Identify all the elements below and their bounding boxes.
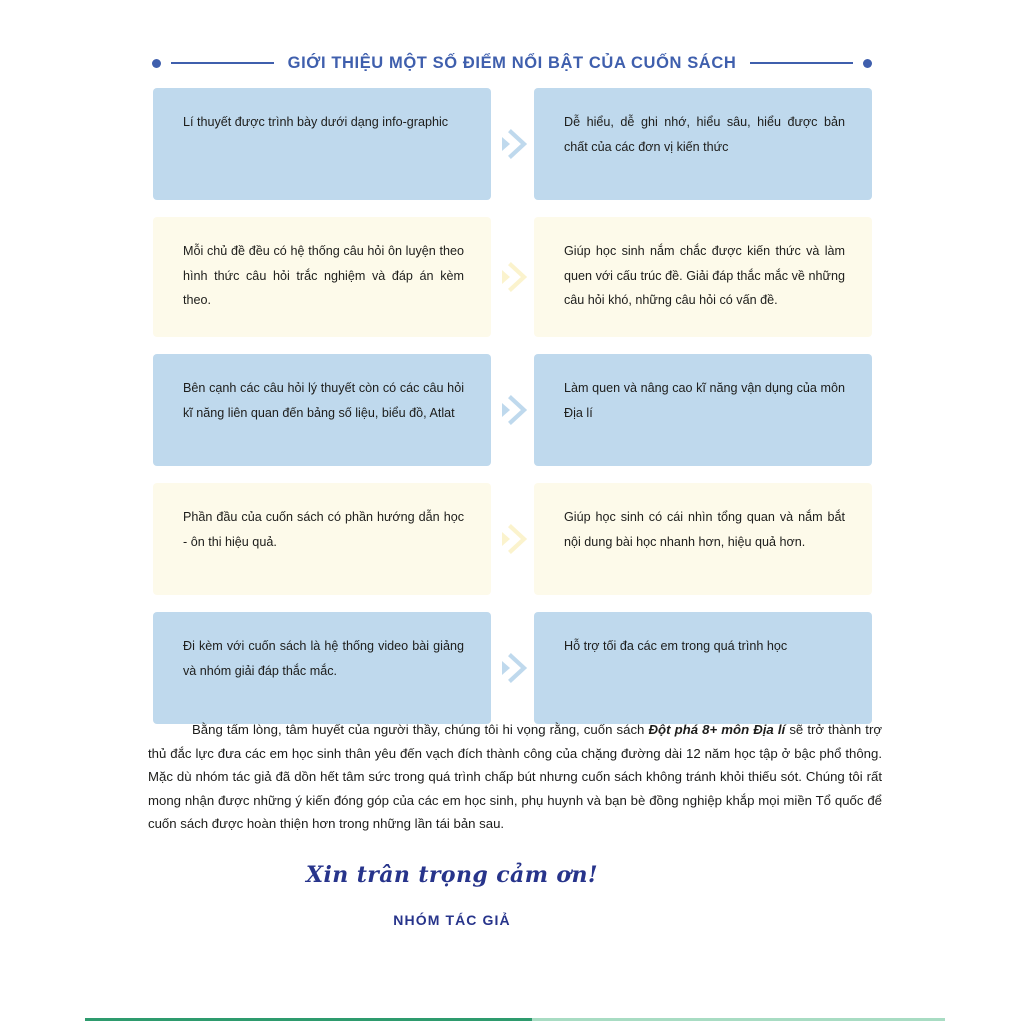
feature-left-box (153, 354, 491, 466)
page-title-banner (152, 47, 872, 79)
row-arrow-slot (491, 88, 534, 200)
feature-row (153, 354, 872, 466)
feature-left-box (153, 612, 491, 724)
double-chevron-right-icon (498, 521, 528, 557)
feature-right-text: Hỗ trợ tối đa các em trong quá trình học (564, 639, 788, 653)
feature-left-box (153, 483, 491, 595)
feature-right-text: Làm quen và nâng cao kĩ năng vận dụng của môn Địa lí (564, 381, 845, 420)
feature-row (153, 217, 872, 337)
feature-left-box (153, 217, 491, 337)
closing-text-part2: sẽ trở thành trợ thủ đắc lực đưa các em học sinh thân yêu đến vạch đích thành công của chặng đường dài 12 năm học tập ở bậc phổ thông. Mặc dù nhóm tác giả đã dồn hết tâm sức trong quá trình chấp bút nhưng cuốn sách không tránh khỏi thiếu sót. Chúng tôi rất mong nhận được những ý kiến đóng góp của các em học sinh, phụ huynh và bạn bè đồng nghiệp khắp mọi miền Tổ quốc để cuốn sách được hoàn thiện hơn trong những lần tái bản sau. (148, 722, 882, 831)
title-dot-right-icon (863, 59, 872, 68)
bottom-green-rule (85, 1018, 945, 1021)
feature-right-box (534, 612, 872, 724)
feature-right-box (534, 217, 872, 337)
bottom-rule-dark-segment (85, 1018, 532, 1021)
page-title: GIỚI THIỆU MỘT SỐ ĐIỂM NỔI BẬT CỦA CUỐN SÁCH (287, 53, 737, 72)
title-rule-left (171, 62, 274, 64)
title-rule-right (750, 62, 853, 64)
feature-left-text: Bên cạnh các câu hỏi lý thuyết còn có các câu hỏi kĩ năng liên quan đến bảng số liệu, biểu đồ, Atlat (183, 381, 464, 420)
double-chevron-right-icon (498, 392, 528, 428)
row-arrow-slot (491, 217, 534, 337)
feature-right-text: Giúp học sinh có cái nhìn tổng quan và nắm bắt nội dung bài học nhanh hơn, hiệu quả hơn. (564, 510, 845, 549)
thank-you-script: Xin trân trọng cảm ơn! (306, 862, 598, 888)
feature-row (153, 612, 872, 724)
feature-left-text: Đi kèm với cuốn sách là hệ thống video bài giảng và nhóm giải đáp thắc mắc. (183, 639, 464, 678)
row-arrow-slot (491, 483, 534, 595)
closing-paragraph (148, 718, 882, 836)
row-arrow-slot (491, 612, 534, 724)
double-chevron-right-icon (498, 650, 528, 686)
bottom-rule-light-segment (532, 1018, 945, 1021)
feature-row (153, 88, 872, 200)
feature-left-box (153, 88, 491, 200)
title-dot-left-icon (152, 59, 161, 68)
feature-right-box (534, 354, 872, 466)
feature-right-text: Giúp học sinh nắm chắc được kiến thức và làm quen với cấu trúc đề. Giải đáp thắc mắc về những câu hỏi khó, những câu hỏi có vấn đề. (564, 244, 845, 308)
author-team-label: NHÓM TÁC GIẢ (393, 912, 511, 928)
row-arrow-slot (491, 354, 534, 466)
feature-left-text: Phần đầu của cuốn sách có phần hướng dẫn học - ôn thi hiệu quả. (183, 510, 464, 549)
feature-right-box (534, 483, 872, 595)
feature-grid (153, 88, 872, 741)
double-chevron-right-icon (498, 126, 528, 162)
feature-row (153, 483, 872, 595)
double-chevron-right-icon (498, 259, 528, 295)
feature-right-text: Dễ hiểu, dễ ghi nhớ, hiểu sâu, hiểu được bản chất của các đơn vị kiến thức (564, 115, 845, 154)
feature-right-box (534, 88, 872, 200)
feature-left-text: Mỗi chủ đề đều có hệ thống câu hỏi ôn luyện theo hình thức câu hỏi trắc nghiệm và đáp án kèm theo. (183, 244, 464, 308)
book-title-emphasis: Đột phá 8+ môn Địa lí (648, 722, 786, 737)
closing-text-part1: Bằng tấm lòng, tâm huyết của người thầy, chúng tôi hi vọng rằng, cuốn sách (192, 722, 649, 737)
feature-left-text: Lí thuyết được trình bày dưới dạng info-graphic (183, 115, 449, 129)
